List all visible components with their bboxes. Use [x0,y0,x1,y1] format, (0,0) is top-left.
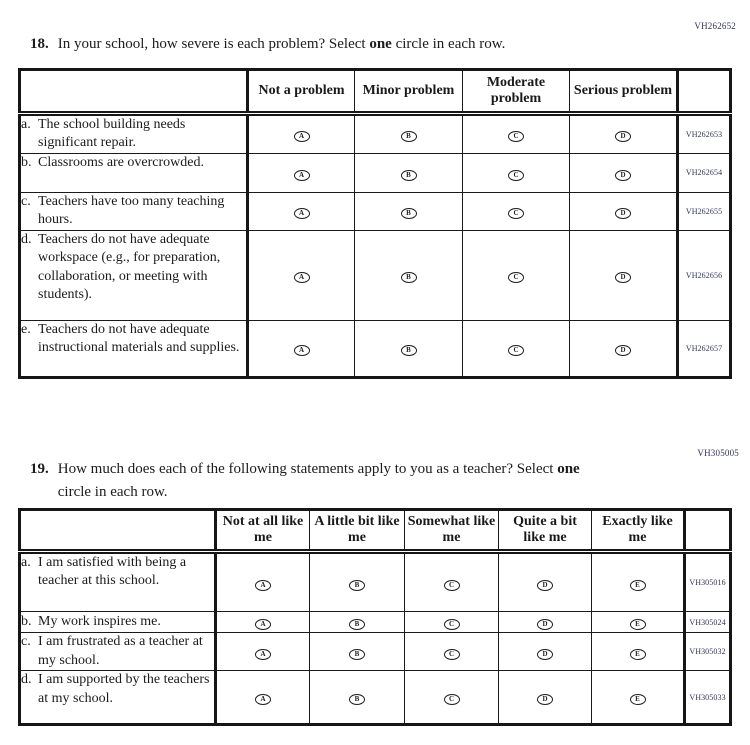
response-oval-c[interactable]: C [444,694,460,705]
q18-row-b-cell-minor[interactable] [355,153,463,192]
row-statement: Classrooms are overcrowded. [38,154,205,170]
q19-row-c-cell-4[interactable] [499,633,592,671]
response-oval-b[interactable]: B [349,580,365,591]
response-oval-c[interactable]: C [444,619,460,630]
q19-row-c-cell-3[interactable] [405,633,499,671]
q19-prompt-bold: one [557,461,580,477]
response-oval-d[interactable]: D [615,345,631,356]
q18-row-a-stem [20,114,248,154]
response-oval-a[interactable]: A [294,170,310,181]
row-letter: d. [21,672,32,688]
response-oval-b[interactable]: B [401,208,417,219]
q19-row-a-cell-2[interactable] [310,552,405,612]
q18-row-b-stem [20,153,248,192]
q19-header-somewhat: Somewhat like me [405,510,499,552]
q19-header-not-at-all: Not at all like me [216,510,310,552]
q19-row-d-stem [20,671,216,725]
q18-header-stem-empty [20,70,248,114]
q19-row-d-cell-3[interactable] [405,671,499,725]
q18-row-d-cell-minor[interactable] [355,230,463,320]
row-statement: I am frustrated as a teacher at my school. [38,634,203,668]
q19-table [18,508,732,726]
response-oval-a[interactable]: A [255,580,271,591]
item-code: VH305016 [685,552,731,612]
row-statement: Teachers do not have adequate instructional materials and supplies. [38,321,240,356]
q19-row-d-cell-2[interactable] [310,671,405,725]
q18-row-c-cell-serious[interactable] [570,192,678,230]
response-oval-d[interactable]: D [537,694,553,705]
q19-header-row [20,510,731,552]
q19-header-quite-a-bit: Quite a bit like me [499,510,592,552]
q18-admin-code: VH262652 [694,21,736,31]
q18-row-c-stem [20,192,248,230]
response-oval-b[interactable]: B [349,694,365,705]
q18-row-a-cell-moderate[interactable] [463,114,570,154]
q19-row-b-stem [20,612,216,633]
q19-row-b-cell-4[interactable] [499,612,592,633]
table-row [20,320,731,377]
response-oval-e[interactable]: E [630,649,646,660]
response-oval-b[interactable]: B [401,131,417,142]
item-code: VH305024 [685,612,731,633]
response-oval-b[interactable]: B [401,170,417,181]
table-row [20,612,731,633]
row-letter: b. [21,614,32,629]
item-code: VH262654 [678,153,731,192]
q18-row-a-cell-not-a-problem[interactable] [248,114,355,154]
response-oval-b[interactable]: B [401,272,417,283]
q18-row-d-cell-serious[interactable] [570,230,678,320]
q18-row-e-stem [20,320,248,377]
q18-header-minor-problem: Minor problem [355,70,463,114]
item-code: VH262653 [678,114,731,154]
response-oval-a[interactable]: A [294,131,310,142]
q19-admin-code: VH305005 [697,448,739,458]
table-row [20,633,731,671]
q18-row-d-cell-moderate[interactable] [463,230,570,320]
row-statement: My work inspires me. [38,614,161,629]
response-oval-a[interactable]: A [294,345,310,356]
q19-prompt-line2: circle in each row. [57,483,168,500]
row-letter: a. [21,117,31,132]
response-oval-c[interactable]: C [508,272,524,283]
q19-row-c-cell-5[interactable] [592,633,685,671]
response-oval-a[interactable]: A [294,208,310,219]
row-letter: d. [21,231,32,247]
q18-question-text [58,33,506,56]
table-row [20,230,731,320]
row-statement: Teachers have too many teaching hours. [38,193,225,228]
q19-prompt-prefix: How much does each of the following statements apply to you as a teacher? Select [57,461,558,477]
q19-row-b-cell-3[interactable] [405,612,499,633]
q18-row-c-cell-not-a-problem[interactable] [248,192,355,230]
q18-row-c-cell-moderate[interactable] [463,192,570,230]
table-row [20,114,731,154]
q19-question-number: 19. [30,461,49,477]
q19-row-a-cell-1[interactable] [216,552,310,612]
response-oval-d[interactable]: D [537,649,553,660]
response-oval-a[interactable]: A [255,694,271,705]
q18-header-code-empty [678,70,731,114]
q18-header-moderate-problem: Moderate problem [463,70,570,114]
response-oval-c[interactable]: C [508,345,524,356]
item-code: VH262655 [678,192,731,230]
q18-row-a-cell-minor[interactable] [355,114,463,154]
response-oval-e[interactable]: E [630,619,646,630]
response-oval-d[interactable]: D [615,272,631,283]
q18-prompt-prefix: In your school, how severe is each problem? Select [57,36,370,52]
response-oval-e[interactable]: E [630,580,646,591]
q19-header-exactly-like: Exactly like me [592,510,685,552]
q18-row-e-cell-serious[interactable] [570,320,678,377]
response-oval-d[interactable]: D [537,619,553,630]
q18-row-d-cell-not-a-problem[interactable] [248,230,355,320]
q18-question-number: 18. [30,36,49,52]
q18-row-e-cell-minor[interactable] [355,320,463,377]
row-statement: I am satisfied with being a teacher at this school. [38,555,187,589]
q19-row-d-cell-4[interactable] [499,671,592,725]
item-code: VH305033 [685,671,731,725]
q18-question [30,33,690,56]
response-oval-b[interactable]: B [349,649,365,660]
response-oval-b[interactable]: B [401,345,417,356]
item-code: VH262656 [678,230,731,320]
q19-row-c-cell-2[interactable] [310,633,405,671]
response-oval-a[interactable]: A [255,649,271,660]
q18-row-b-cell-serious[interactable] [570,153,678,192]
q19-header-code-empty [685,510,731,552]
q19-row-b-cell-1[interactable] [216,612,310,633]
q19-row-b-cell-2[interactable] [310,612,405,633]
q19-row-d-cell-5[interactable] [592,671,685,725]
response-oval-d[interactable]: D [537,580,553,591]
q19-row-a-cell-5[interactable] [592,552,685,612]
q19-row-a-stem [20,552,216,612]
q18-row-b-cell-moderate[interactable] [463,153,570,192]
q18-header-row [20,70,731,114]
response-oval-c[interactable]: C [444,580,460,591]
q19-row-a-cell-4[interactable] [499,552,592,612]
q18-prompt-bold: one [369,36,392,52]
row-statement: The school building needs significant repair. [38,117,186,151]
q19-row-a-cell-3[interactable] [405,552,499,612]
table-row [20,671,731,725]
response-oval-c[interactable]: C [508,208,524,219]
row-letter: c. [21,193,31,209]
item-code: VH262657 [678,320,731,377]
q19-row-c-stem [20,633,216,671]
response-oval-c[interactable]: C [508,131,524,142]
q18-table [18,68,732,379]
response-oval-d[interactable]: D [615,170,631,181]
q18-header-serious-problem: Serious problem [570,70,678,114]
response-oval-e[interactable]: E [630,694,646,705]
response-oval-a[interactable]: A [255,619,271,630]
row-letter: a. [21,555,31,570]
row-letter: c. [21,634,31,650]
response-oval-c[interactable]: C [444,649,460,660]
response-oval-b[interactable]: B [349,619,365,630]
q18-header-not-a-problem: Not a problem [248,70,355,114]
response-oval-c[interactable]: C [508,170,524,181]
q18-row-a-cell-serious[interactable] [570,114,678,154]
q19-question [30,458,710,503]
q19-header-stem-empty [20,510,216,552]
q19-header-a-little-bit: A little bit like me [310,510,405,552]
q18-row-e-cell-not-a-problem[interactable] [248,320,355,377]
response-oval-d[interactable]: D [615,208,631,219]
q18-row-e-cell-moderate[interactable] [463,320,570,377]
row-letter: b. [21,154,32,170]
response-oval-a[interactable]: A [294,272,310,283]
row-statement: Teachers do not have adequate workspace (e.g., for preparation, collaboration, or meeting with students). [38,231,221,303]
q19-row-d-cell-1[interactable] [216,671,310,725]
table-row [20,552,731,612]
q18-prompt-suffix: circle in each row. [391,36,506,52]
row-letter: e. [21,321,31,337]
q19-row-b-cell-5[interactable] [592,612,685,633]
q18-row-d-stem [20,230,248,320]
q19-row-c-cell-1[interactable] [216,633,310,671]
q19-question-text [58,458,580,503]
item-code: VH305032 [685,633,731,671]
response-oval-d[interactable]: D [615,131,631,142]
q18-row-c-cell-minor[interactable] [355,192,463,230]
q18-row-b-cell-not-a-problem[interactable] [248,153,355,192]
table-row [20,192,731,230]
table-row [20,153,731,192]
row-statement: I am supported by the teachers at my school. [38,672,210,706]
